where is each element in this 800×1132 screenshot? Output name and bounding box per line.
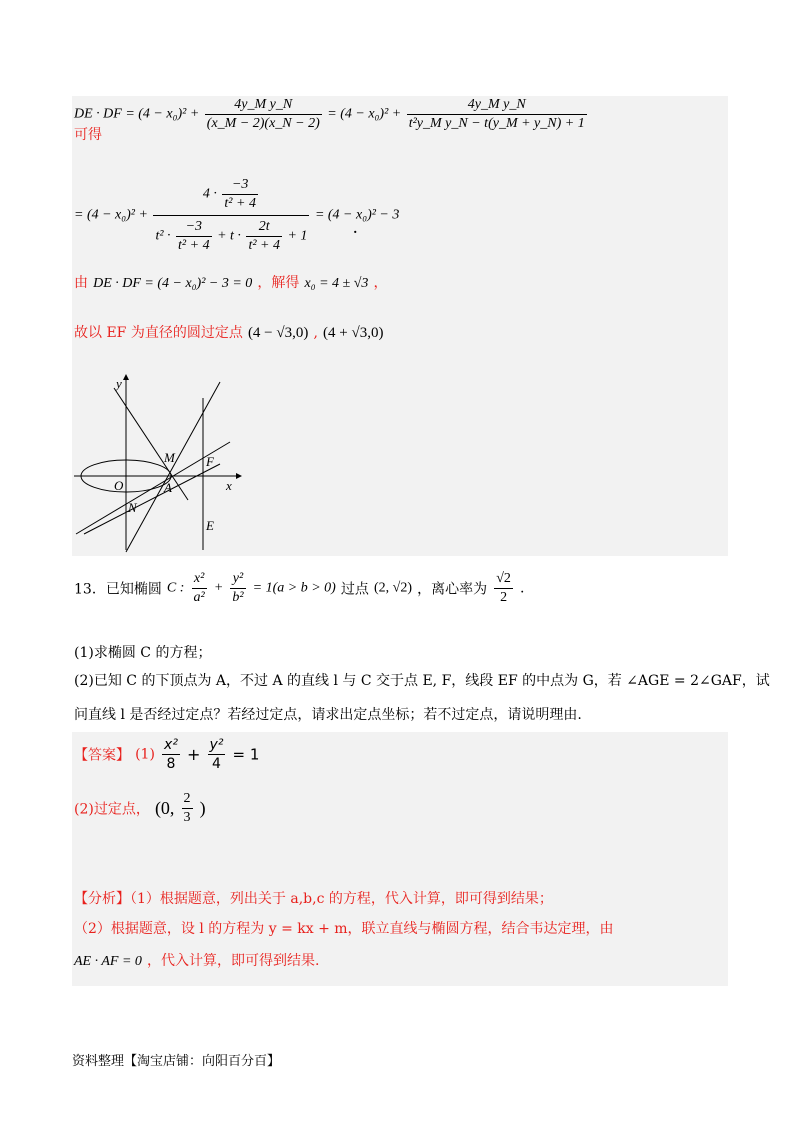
- conclusion-row: [74, 322, 383, 342]
- eq3-expr: DE · DF = (4 − x₀)² − 3 = 0: [93, 276, 253, 291]
- conclusion-pt2: (4 + √3,0): [323, 325, 384, 341]
- ke-de-label: 可得: [74, 127, 102, 143]
- eq2-bigfrac: [153, 176, 309, 255]
- eq2-bigfrac-num: [153, 176, 309, 216]
- eq2-den-b: + t ·: [217, 228, 241, 244]
- eq2-den-frac1: [176, 218, 212, 255]
- footer-credit: 资料整理【淘宝店铺：向阳百分百】: [72, 1054, 281, 1069]
- eq2-lhs: = (4 − x₀)² +: [74, 207, 148, 223]
- answer-1-plus: +: [187, 745, 201, 764]
- eq1-row: [74, 96, 589, 133]
- eq2-den-frac1-num: −3: [176, 218, 212, 237]
- answer-1-frac-y: [208, 736, 226, 773]
- q-ecc-num: √2: [494, 570, 513, 589]
- q-cond: = 1(a > b > 0): [252, 580, 336, 596]
- eq3-solution: x₀ = 4 ± √3: [304, 276, 369, 291]
- conclusion-pt1: (4 − √3,0): [247, 325, 309, 341]
- q-ecc-den: 2: [500, 590, 508, 605]
- answer-2-frac: [182, 790, 193, 827]
- line-am-tangent: [114, 388, 188, 500]
- q-frac-y: [230, 570, 245, 607]
- q-x2: x²: [192, 570, 207, 589]
- eq1-mid: = (4 − x₀)² +: [327, 106, 402, 122]
- label-n: N: [128, 500, 137, 515]
- answer-1-prefix: (1): [135, 746, 155, 763]
- eq1-frac2-den: t²y_M y_N − t(y_M + y_N) + 1: [408, 116, 585, 131]
- eq2-rhs: = (4 − x₀)² − 3: [314, 207, 400, 223]
- q-a2: a²: [193, 590, 205, 605]
- label-x: x: [226, 478, 232, 493]
- question-13-row: [74, 570, 524, 607]
- geometry-figure: [70, 374, 250, 554]
- q-b2: b²: [232, 590, 244, 605]
- answer-1-x2: x²: [164, 737, 178, 753]
- eq2-num-frac-den: t² + 4: [224, 196, 256, 211]
- jiede-label: ，解得: [257, 275, 300, 291]
- answer-2-den: 3: [183, 810, 191, 825]
- question-part2-line1: (2)已知 C 的下顶点为 A，不过 A 的直线 l 与 C 交于点 E, F，线段 EF 的中点为 G，若 ∠AGE = 2∠GAF，试: [74, 673, 770, 689]
- eq2-end: .: [354, 222, 358, 237]
- answer-1-4: 4: [212, 756, 221, 772]
- q-period: .: [520, 580, 525, 597]
- conclusion-sep: ,: [313, 325, 318, 341]
- analysis-line-3: [74, 950, 319, 970]
- q-frac-x: [192, 570, 207, 607]
- eq1-frac1: [205, 96, 322, 133]
- analysis-line-2: （2）根据题意，设 l 的方程为 y = kx + m，联立直线与椭圆方程，结合韦达定理，由: [74, 921, 614, 937]
- q-point: (2, √2): [374, 580, 413, 596]
- x-axis-arrow: [236, 473, 242, 479]
- label-a: A: [164, 480, 172, 495]
- label-e: E: [206, 518, 214, 533]
- answer-2-point-pre: (0,: [154, 798, 175, 818]
- question-part1: (1)求椭圆 C 的方程；: [74, 645, 212, 661]
- answer-2-text: (2)过定点，: [74, 801, 150, 818]
- answer-2-point-post: ): [199, 798, 206, 818]
- eq2-den-frac2: [246, 218, 282, 255]
- eq3-row: [74, 272, 388, 292]
- answer-1-eq: = 1: [232, 745, 260, 764]
- ellipse-c: C :: [166, 580, 185, 596]
- label-o: O: [114, 478, 124, 493]
- answer-row-2: [74, 790, 206, 827]
- eq1-frac2-num: 4y_M y_N: [407, 96, 587, 115]
- eq2-den-a: t² ·: [155, 228, 171, 244]
- eq1-frac1-den: (x_M − 2)(x_N − 2): [206, 116, 320, 131]
- answer-1-y2: y²: [209, 737, 224, 753]
- y-axis-arrow: [123, 374, 129, 380]
- answer-1-frac-x: [162, 736, 180, 773]
- line-ae: [84, 464, 220, 534]
- q-ecc-frac: [494, 570, 513, 607]
- you-label: 由: [74, 275, 88, 291]
- label-y: y: [116, 376, 122, 391]
- eq2-row: [74, 176, 399, 255]
- eq2-num-frac: [222, 176, 258, 213]
- q-ecc: ，离心率为: [417, 581, 488, 598]
- eq2-den-frac2-den: t² + 4: [248, 238, 280, 253]
- answer-1-8: 8: [166, 756, 176, 772]
- analysis-line-1: 【分析】（1）根据题意，列出关于 a,b,c 的方程，代入计算，即可得到结果；: [74, 891, 553, 907]
- eq2-num-top: 4 ·: [202, 186, 217, 202]
- q-plus: +: [213, 580, 224, 596]
- eq3-end: ，: [373, 275, 388, 291]
- question-number: 13．已知椭圆: [74, 581, 162, 598]
- eq1-lhs: DE · DF = (4 − x₀)² +: [74, 106, 200, 122]
- eq2-num-frac-num: −3: [222, 176, 258, 195]
- eq2-bigfrac-den: [153, 216, 309, 255]
- label-m: M: [164, 450, 175, 465]
- eq1-frac2: [407, 96, 587, 133]
- eq1-frac1-num: 4y_M y_N: [205, 96, 322, 115]
- q-through: 过点: [340, 581, 369, 598]
- answer-2-num: 2: [182, 790, 193, 809]
- answer-row-1: [74, 736, 259, 773]
- conclusion-text: 故以 EF 为直径的圆过定点: [74, 325, 243, 341]
- analysis-line3-text: ，代入计算，即可得到结果.: [147, 953, 320, 969]
- answer-tag: 【答案】: [74, 747, 130, 764]
- question-part2-line2: 问直线 l 是否经过定点？若经过定点，请求出定点坐标；若不过定点，请说明理由.: [74, 707, 582, 723]
- label-f: F: [206, 454, 214, 469]
- eq2-den-c: + 1: [287, 228, 308, 244]
- eq2-den-frac1-den: t² + 4: [178, 238, 210, 253]
- analysis-line3-math: AE · AF = 0: [74, 954, 142, 969]
- eq2-den-frac2-num: 2t: [246, 218, 282, 237]
- q-y2: y²: [230, 570, 245, 589]
